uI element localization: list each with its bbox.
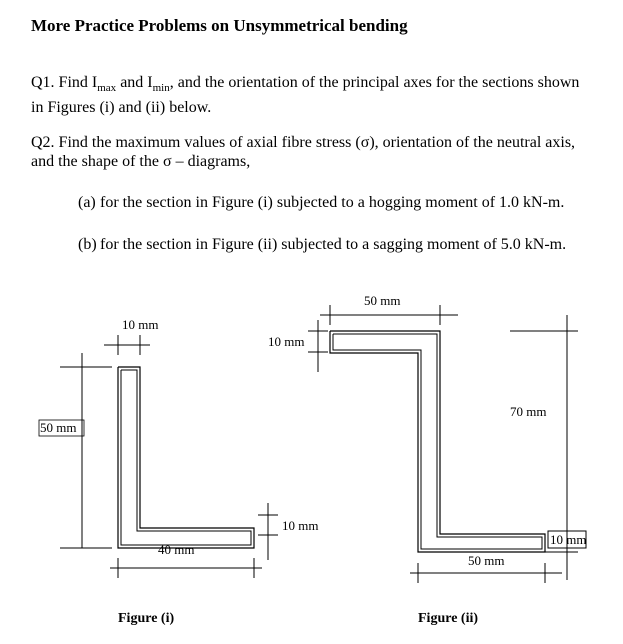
z-section-inner-outline (333, 334, 542, 549)
part-a-text: for the section in Figure (i) subjected to a hogging moment of 1.0 kN-m. (100, 194, 565, 211)
fig1-right-top-label: 10 mm (268, 334, 305, 349)
subscript-max: max (97, 82, 117, 95)
fig1-left-label: 50 mm (40, 420, 77, 435)
figure-2-caption: Figure (ii) (418, 611, 479, 626)
fig1-right-bottom-label: 10 mm (282, 518, 319, 533)
part-b-text: for the section in Figure (ii) subjected to a sagging moment of 5.0 kN-m. (100, 236, 567, 253)
fig2-bottom-label: 50 mm (468, 553, 505, 568)
question-1: Q1. Find $I_{max}$ and $I_{min}$, and the orientation of the principal axes for the sections shown in Figures (i) and (ii) below. (31, 74, 580, 117)
subscript-min: min (152, 82, 170, 95)
fig1-top-dimension (104, 335, 150, 355)
fig1-top-label: 10 mm (122, 317, 159, 332)
fig1-right-bottom-dimension (258, 503, 278, 560)
fig1-left-dimension (60, 353, 112, 548)
part-a-label: (a) (78, 194, 96, 211)
part-b-label: (b) (78, 236, 97, 253)
l-section-outline (118, 367, 254, 548)
question-2: Q2. Find the maximum values of axial fibre stress (σ), orientation of the neutral axis, and the shape of the σ – diagrams, (31, 134, 576, 170)
fig2-right-label: 70 mm (510, 404, 547, 419)
document-title: More Practice Problems on Unsymmetrical bending (31, 16, 408, 35)
fig1-bottom-label: 40 mm (158, 542, 195, 557)
fig1-right-top-dimension (308, 320, 328, 372)
fig2-top-label: 50 mm (364, 293, 401, 308)
figure-1-caption: Figure (i) (118, 611, 175, 626)
fig2-top-dimension (320, 305, 458, 325)
fig2-bottom-right-label: 10 mm (550, 532, 587, 547)
fig1-bottom-dimension (110, 558, 262, 578)
